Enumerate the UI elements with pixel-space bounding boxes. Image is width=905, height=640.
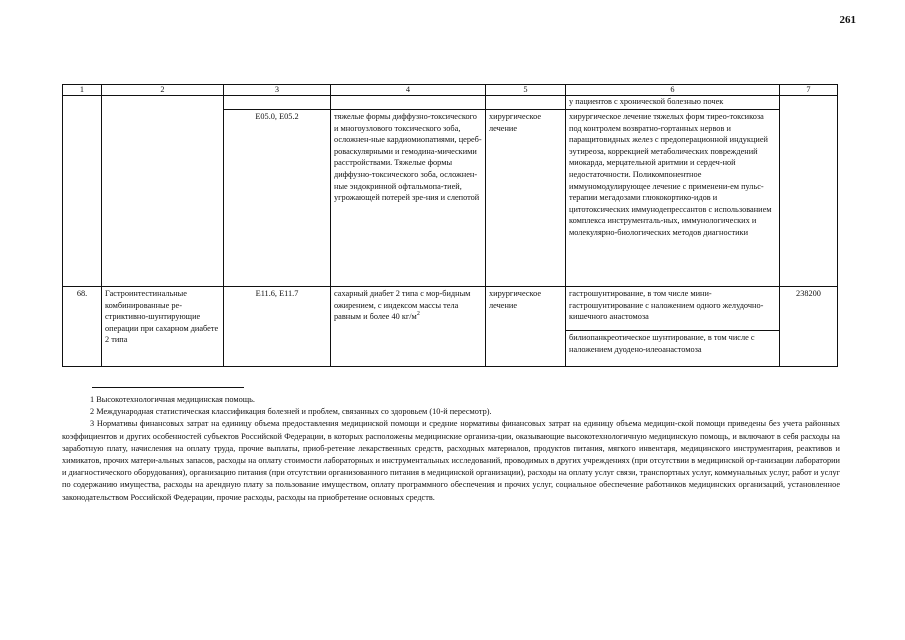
column-number: 2 [102, 85, 224, 96]
table-cell-treatment-type: хирургическое лечение [486, 287, 566, 367]
footnote-divider [92, 387, 244, 388]
table-row [63, 96, 838, 110]
column-number-row [63, 85, 838, 96]
column-number: 4 [331, 85, 486, 96]
column-number: 7 [780, 85, 838, 96]
table-cell-number [63, 96, 102, 287]
table-cell-model: тяжелые формы диффузно-токсического и многоузлового токсического зоба, осложнен-ные кардиомиопатиями, цереб-роваскулярными и гемодина-мическими расстройствами. Тяжелые формы диффузно-токсического зоба, осложнен-ные эндокринной офтальмопа-тией, угрожающей потерей зре-ния и слепотой [331, 110, 486, 287]
treatment-table [62, 84, 838, 367]
table-cell-cost: 238200 [780, 287, 838, 367]
page-number: 261 [839, 14, 856, 26]
table-cell-method: билиопанкреотическое шунтирование, в том числе с наложением дуодено-илеоанастомоза [566, 331, 780, 367]
table-cell-method: у пациентов с хронической болезнью почек [566, 96, 780, 110]
column-number: 6 [566, 85, 780, 96]
table-row [63, 287, 838, 331]
column-number: 3 [224, 85, 331, 96]
table-cell-model [331, 96, 486, 110]
table-cell-codes: E11.6, E11.7 [224, 287, 331, 367]
footnote-2: 2 Международная статистическая классификация болезней и проблем, связанных со здоровьем (10-й пересмотр). [90, 407, 492, 417]
footnote-3: 3 Нормативы финансовых затрат на единицу объема предоставления медицинской помощи и средние нормативы финансовых затрат на единицу объема медицин-ской помощи приведены без учета районных коэффициентов и других особенностей субъектов Российской Федерации, в которых расположены медицинские организа-ции, оказывающие высокотехнологичную медицинскую помощь, и включают в себя расходы на заработную плату, начисления на оплату труда, прочие выплаты, приоб-ретение лекарственных средств, расходных материалов, продуктов питания, мягкого инвентаря, медицинского инструментария, реактивов и химикатов, прочих матери-альных запасов, расходы на оплату стоимости лабораторных и инструментальных исследований, проводимых в других учреждениях (при отсутствии в медицинской ор-ганизации лаборатории и диагностического оборудования), организацию питания (при отсутствии организованного питания в медицинской организации), расходы на оплату услуг связи, транспортных услуг, коммунальных услуг, работ и услуг по содержанию имущества, расходы на арендную плату за пользование имуществом, оплату программного обеспечения и прочих услуг, социальное обеспечение работников медицинских организаций, установленное законодательством Российской Федерации, прочие расходы, расходы на приобретение основных средств. [62, 419, 840, 502]
footnote-1: 1 Высокотехнологичная медицинская помощь. [90, 395, 255, 404]
column-number: 1 [63, 85, 102, 96]
table-cell-treatment-type [486, 96, 566, 110]
table-cell-model [331, 287, 486, 367]
table-cell-group: Гастроинтестинальные комбинированные ре-стриктивно-шунтирующие операции при сахарном диабете 2 типа [102, 287, 224, 367]
column-number: 5 [486, 85, 566, 96]
table-cell-method: гастрошунтирование, в том числе мини-гастрошунтирование с наложением одного желудочно-кишечного анастомоза [566, 287, 780, 331]
superscript-square: 2 [416, 311, 420, 318]
footnotes [62, 394, 840, 504]
model-text: сахарный диабет 2 типа с мор-бидным ожирением, с индексом массы тела равным и более 40 кг/м [334, 289, 471, 322]
table-cell-group [102, 96, 224, 287]
table-cell-codes [224, 96, 331, 110]
table-cell-codes: E05.0, E05.2 [224, 110, 331, 287]
table-cell-method: хирургическое лечение тяжелых форм тирео-токсикоза под контролем возвратно-гортанных нервов и паращитовидных желез с предоперационной индукцией эутиреоза, коррекцией метаболических повреждений миокарда, мерцательной аритмии и сердеч-ной недостаточности. Поликомпонентное иммуномодулирующее лечение с применени-ем пульс-терапии мегадозами глюкокортико-идов и цитотоксических иммунодепрессантов с использованием комплекса инструменталь-ных, иммунологических и молекулярно-биологических методов диагностики [566, 110, 780, 287]
table-cell-treatment-type: хирургическое лечение [486, 110, 566, 287]
table-cell-number: 68. [63, 287, 102, 367]
table-cell-cost [780, 96, 838, 287]
